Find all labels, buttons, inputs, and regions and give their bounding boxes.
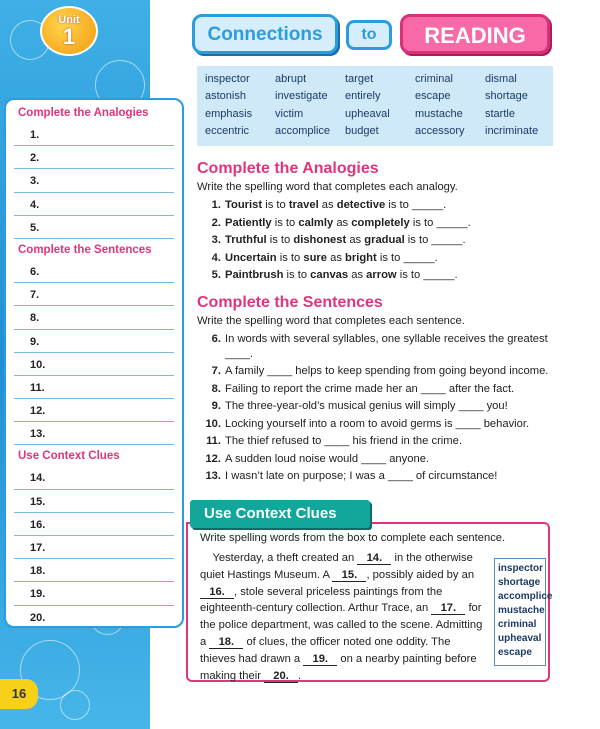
item-text: Failing to report the crime made her an ____ after the fact. xyxy=(225,382,515,395)
sentence-item xyxy=(205,399,550,414)
context-word: shortage xyxy=(498,577,541,588)
sentence-item xyxy=(205,332,550,361)
blank-14[interactable]: 14. xyxy=(357,552,391,565)
header-to: to xyxy=(346,20,392,50)
item-number: 10. xyxy=(205,417,221,430)
sentences-heading: Complete the Sentences xyxy=(197,294,383,311)
word-box-item: accessory xyxy=(415,124,465,137)
answer-line[interactable]: 4. xyxy=(14,193,174,216)
context-word: escape xyxy=(498,647,532,658)
header-connections: Connections xyxy=(192,14,338,54)
word-box-item: escape xyxy=(415,90,451,103)
page-number: 16 xyxy=(0,679,38,709)
item-text: The thief refused to ____ his friend in the crime. xyxy=(225,435,462,447)
item-text: I wasn’t late on purpose; I was a ____ of circumstance! xyxy=(225,470,498,482)
answer-section-title: Use Context Clues xyxy=(18,450,120,463)
blank-15[interactable]: 15. xyxy=(332,569,366,582)
context-clues-heading: Use Context Clues xyxy=(190,500,370,528)
answer-line[interactable]: 7. xyxy=(14,283,174,306)
answer-panel xyxy=(4,98,184,628)
word-box-item: entirely xyxy=(345,90,381,103)
answer-line[interactable]: 17. xyxy=(14,536,174,559)
bubble-decoration xyxy=(60,690,90,720)
word-box-item: incriminate xyxy=(485,124,539,137)
item-text: A sudden loud noise would ____ anyone. xyxy=(225,452,430,465)
answer-line[interactable]: 20. xyxy=(30,611,46,624)
answer-line[interactable]: 11. xyxy=(14,376,174,399)
answer-line[interactable]: 3. xyxy=(14,169,174,192)
analogy-item: 5. Paintbrush is to canvas as arrow is to _____. xyxy=(211,269,458,281)
answer-line[interactable]: 16. xyxy=(14,513,174,536)
blank-19[interactable]: 19. xyxy=(303,653,337,666)
para-text: Yesterday, a theft created an xyxy=(212,552,355,564)
word-box-item: startle xyxy=(485,107,515,120)
context-word: mustache xyxy=(498,605,545,616)
analogies-instruction: Write the spelling word that completes each analogy. xyxy=(197,181,458,193)
answer-line[interactable]: 13. xyxy=(14,422,174,445)
word-box-item: dismal xyxy=(485,73,517,85)
header-reading: READING xyxy=(400,14,550,54)
blank-16[interactable]: 16. xyxy=(200,586,234,599)
para-text: , stole several priceless paintings from the eighteenth-century collection. Arthur Trace, an xyxy=(200,585,443,615)
answer-line[interactable]: 10. xyxy=(14,353,174,376)
item-text: Locking yourself into a room to avoid germs is ____ behavior. xyxy=(225,417,530,430)
sentence-item xyxy=(205,452,550,467)
unit-badge xyxy=(40,6,98,56)
para-text: in the otherwise quiet Hastings Museum. A xyxy=(200,552,473,581)
word-box-item: criminal xyxy=(415,73,453,85)
word-box-item: accomplice xyxy=(275,124,331,137)
analogy-item: 4. Uncertain is to sure as bright is to _____. xyxy=(211,251,438,264)
word-box-item: emphasis xyxy=(205,107,253,120)
word-box-item: mustache xyxy=(415,107,463,120)
spelling-word-box xyxy=(197,66,553,146)
context-word-box xyxy=(494,558,553,666)
sentence-item xyxy=(205,417,550,432)
context-instruction: Write spelling words from the box to complete each sentence. xyxy=(200,532,506,544)
sentence-item xyxy=(205,434,550,449)
context-word: accomplice xyxy=(498,591,553,602)
context-paragraph xyxy=(200,550,485,684)
analogy-item: 1. Tourist is to travel as detective is to _____. xyxy=(211,199,447,211)
item-text: The three-year-old’s musical genius will simply ____ you! xyxy=(225,400,508,412)
answer-section-title: Complete the Sentences xyxy=(18,243,152,256)
word-box-item: astonish xyxy=(205,90,246,103)
sentence-item xyxy=(205,382,550,397)
word-box-item: budget xyxy=(345,124,379,137)
analogies-heading: Complete the Analogies xyxy=(197,160,379,177)
analogies-list xyxy=(205,198,550,286)
sentences-instruction: Write the spelling word that completes each sentence. xyxy=(197,315,465,327)
word-box-item: victim xyxy=(275,107,304,120)
answer-line[interactable]: 6. xyxy=(14,260,174,283)
blank-18[interactable]: 18. xyxy=(209,636,243,649)
para-text: . xyxy=(298,669,302,682)
word-box-item: inspector xyxy=(205,73,250,85)
item-number: 7. xyxy=(211,365,221,377)
answer-line[interactable]: 1. xyxy=(14,123,174,146)
context-word: upheaval xyxy=(498,633,542,644)
item-number: 8. xyxy=(211,382,221,395)
context-word: criminal xyxy=(498,619,537,630)
blank-17[interactable]: 17. xyxy=(431,602,465,615)
answer-line[interactable]: 18. xyxy=(14,559,174,582)
unit-label: Unit xyxy=(58,14,80,26)
item-text: A family ____ helps to keep spending from going beyond income. xyxy=(225,365,549,377)
answer-line[interactable]: 12. xyxy=(14,399,174,422)
context-word: inspector xyxy=(498,563,544,574)
answer-line[interactable]: 9. xyxy=(14,330,174,353)
item-number: 11. xyxy=(206,435,221,447)
blank-20[interactable]: 20. xyxy=(264,670,298,683)
para-text: for the police department, was called to the scene. Admitting a xyxy=(200,602,483,648)
answer-line[interactable]: 14. xyxy=(14,466,174,489)
para-text: on a nearby painting before making their xyxy=(200,652,477,682)
analogy-item: 3. Truthful is to dishonest as gradual is to _____. xyxy=(211,234,466,246)
word-box-item: upheaval xyxy=(345,107,390,120)
para-text: of clues, the officer noted one oddity. The thieves had drawn a xyxy=(200,635,451,665)
item-number: 13. xyxy=(205,470,221,482)
answer-line[interactable]: 19. xyxy=(14,582,174,605)
answer-line[interactable]: 5. xyxy=(14,216,174,239)
sentences-list xyxy=(205,332,550,487)
item-number: 12. xyxy=(205,452,221,465)
answer-line[interactable]: 15. xyxy=(14,490,174,513)
sentence-item xyxy=(205,364,550,379)
analogy-item: 2. Patiently is to calmly as completely is to _____. xyxy=(211,216,471,229)
word-box-item: eccentric xyxy=(205,124,250,137)
item-number: 9. xyxy=(211,400,221,412)
word-box-item: abrupt xyxy=(275,73,307,85)
answer-section-title: Complete the Analogies xyxy=(18,107,149,119)
answer-line[interactable]: 8. xyxy=(14,306,174,329)
answer-line[interactable]: 2. xyxy=(14,146,174,169)
item-number: 6. xyxy=(211,333,221,345)
word-box-item: investigate xyxy=(275,90,328,103)
word-box-item: target xyxy=(345,73,374,85)
page-header xyxy=(192,14,552,58)
sentence-item xyxy=(205,469,550,484)
unit-number: 1 xyxy=(62,24,76,49)
item-text: In words with several syllables, one syllable receives the greatest ____. xyxy=(225,333,548,360)
para-text: , possibly aided by an xyxy=(366,568,475,581)
word-box-item: shortage xyxy=(485,90,528,103)
